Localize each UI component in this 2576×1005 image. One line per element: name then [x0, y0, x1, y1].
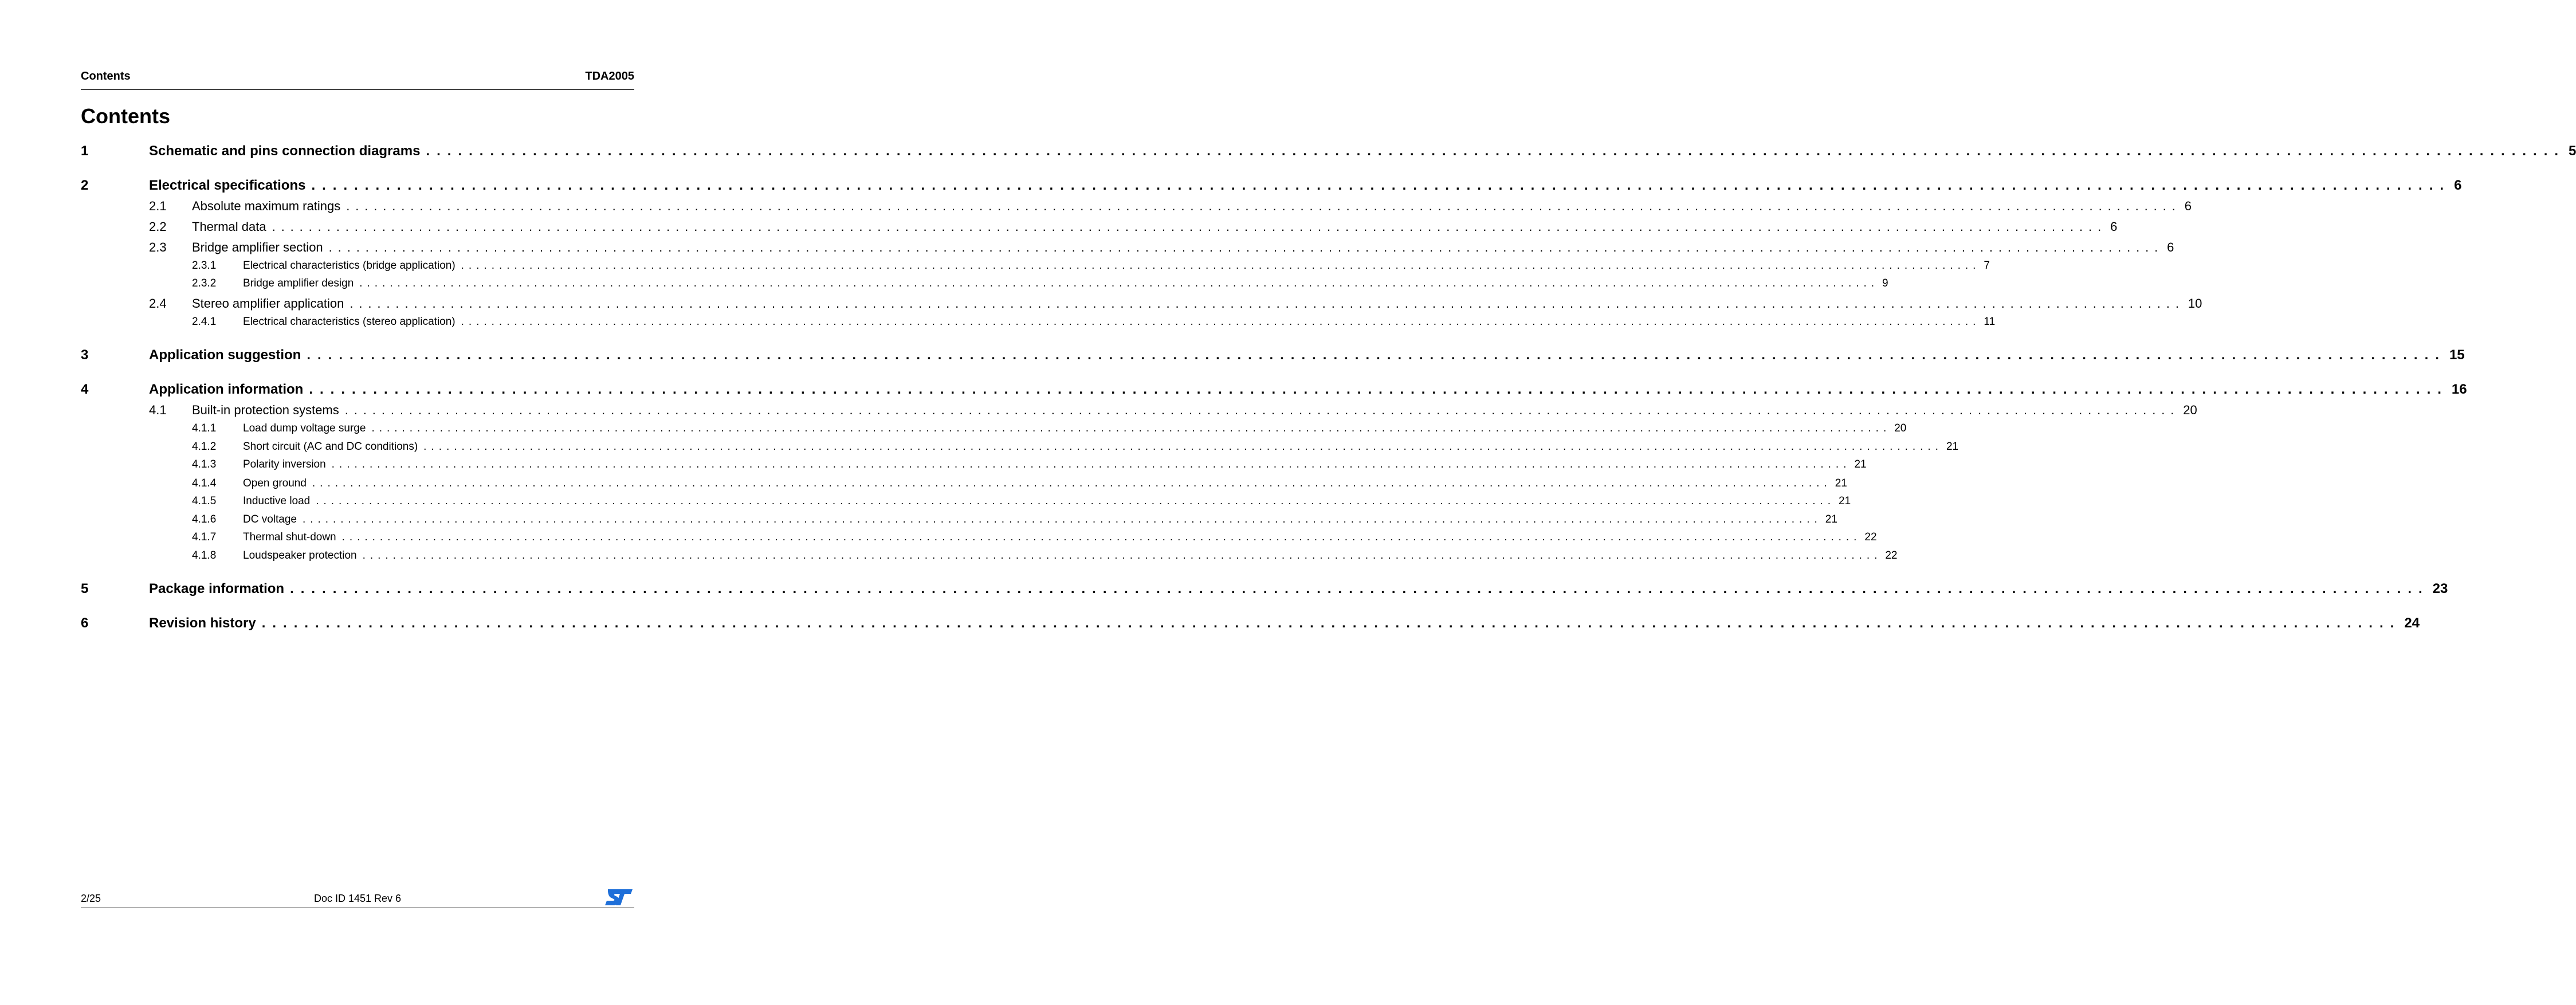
- toc-entry-number: 1: [81, 143, 89, 159]
- toc-entry-title[interactable]: Loudspeaker protection: [243, 549, 357, 562]
- toc-entry-title[interactable]: Short circuit (AC and DC conditions): [243, 441, 418, 453]
- toc-entry-number: 4.1.1: [192, 422, 217, 434]
- toc-entry-title[interactable]: Schematic and pins connection diagrams: [149, 143, 421, 159]
- toc-entry-number: 3: [81, 347, 89, 363]
- toc-dot-leader: ........................................................................................................................................................................................................: [461, 316, 1981, 328]
- toc-entry-number: 2.1: [149, 199, 167, 213]
- toc-entry-level2[interactable]: [81, 199, 2192, 214]
- toc-entry-level3[interactable]: [81, 549, 1898, 562]
- toc-entry-number: 4.1: [149, 403, 167, 417]
- toc-dot-leader: ........................................................................................................................................................................................................: [312, 477, 1832, 489]
- toc-entry-page[interactable]: 6: [2110, 219, 2118, 234]
- toc-entry-level2[interactable]: [81, 240, 2174, 255]
- toc-dot-leader: ........................................................................................................................................................................................................: [311, 178, 2451, 193]
- toc-entry-level3[interactable]: [81, 513, 1837, 526]
- toc-entry-level2[interactable]: [81, 219, 2118, 234]
- toc-entry-number: 2.2: [149, 219, 167, 234]
- toc-entry-level3[interactable]: [81, 441, 1959, 453]
- toc-entry-page[interactable]: 20: [1894, 422, 1907, 434]
- toc-dot-leader: ........................................................................................................................................................................................................: [350, 296, 2185, 311]
- toc-dot-leader: ........................................................................................................................................................................................................: [426, 143, 2566, 159]
- toc-dot-leader: ........................................................................................................................................................................................................: [303, 513, 1822, 525]
- toc-entry-title[interactable]: Electrical characteristics (bridge application): [243, 260, 455, 272]
- toc-entry-number: 4.1.8: [192, 549, 217, 562]
- toc-entry-number: 4.1.5: [192, 495, 217, 507]
- toc-entry-title[interactable]: DC voltage: [243, 513, 297, 525]
- toc-entry-title[interactable]: Inductive load: [243, 495, 311, 507]
- toc-dot-leader: ........................................................................................................................................................................................................: [316, 495, 1836, 507]
- toc-dot-leader: ........................................................................................................................................................................................................: [359, 277, 1879, 289]
- toc-entry-page[interactable]: 15: [2449, 347, 2465, 363]
- toc-dot-leader: ........................................................................................................................................................................................................: [290, 581, 2429, 596]
- toc-entry-page[interactable]: 9: [1882, 277, 1888, 289]
- toc-entry-level3[interactable]: [81, 531, 1877, 544]
- toc-entry-number: 4.1.4: [192, 477, 217, 489]
- toc-entry-number: 5: [81, 581, 89, 596]
- toc-entry-number: 4: [81, 382, 89, 397]
- toc-dot-leader: ........................................................................................................................................................................................................: [341, 531, 1862, 543]
- toc-entry-page[interactable]: 11: [1984, 316, 1996, 328]
- toc-entry-page[interactable]: 10: [2188, 296, 2202, 311]
- toc-entry-number: 2.3.1: [192, 260, 217, 272]
- toc-dot-leader: ........................................................................................................................................................................................................: [346, 199, 2181, 213]
- toc-dot-leader: ........................................................................................................................................................................................................: [423, 441, 1943, 453]
- toc-entry-page[interactable]: 6: [2454, 178, 2462, 193]
- toc-entry-title[interactable]: Revision history: [149, 615, 256, 631]
- toc-entry-level3[interactable]: [81, 477, 1847, 490]
- toc-entry-title[interactable]: Electrical characteristics (stereo application): [243, 316, 455, 328]
- toc-entry-page[interactable]: 21: [1835, 477, 1847, 489]
- toc-entry-level1[interactable]: [81, 382, 2467, 398]
- toc-entry-page[interactable]: 20: [2183, 403, 2197, 417]
- header-section-label: Contents: [81, 70, 131, 83]
- toc-entry-level3[interactable]: [81, 260, 1990, 272]
- toc-dot-leader: ........................................................................................................................................................................................................: [371, 422, 1891, 434]
- toc-entry-number: 2: [81, 178, 89, 193]
- toc-entry-level1[interactable]: [81, 581, 2448, 597]
- toc-entry-level3[interactable]: [81, 495, 1851, 508]
- toc-entry-title[interactable]: Bridge amplifier design: [243, 277, 354, 289]
- toc-entry-page[interactable]: 16: [2451, 382, 2467, 397]
- toc-entry-level2[interactable]: [81, 403, 2197, 418]
- toc-entry-number: 2.3.2: [192, 277, 217, 289]
- toc-entry-number: 4.1.6: [192, 513, 217, 525]
- toc-entry-title[interactable]: Thermal data: [192, 219, 266, 234]
- toc-entry-level3[interactable]: [81, 422, 1907, 435]
- toc-entry-title[interactable]: Thermal shut-down: [243, 531, 336, 543]
- page-header: [81, 69, 634, 90]
- toc-entry-number: 2.3: [149, 240, 167, 254]
- page-title: Contents: [81, 104, 170, 128]
- toc-entry-number: 2.4: [149, 296, 167, 311]
- toc-entry-title[interactable]: Electrical specifications: [149, 178, 306, 193]
- toc-entry-page[interactable]: 6: [2184, 199, 2192, 213]
- toc-dot-leader: ........................................................................................................................................................................................................: [307, 347, 2446, 363]
- toc-entry-title[interactable]: Package information: [149, 581, 285, 596]
- page-footer: [81, 892, 634, 908]
- toc-entry-level2[interactable]: [81, 296, 2202, 311]
- st-logo-icon: [604, 888, 633, 906]
- toc-dot-leader: ........................................................................................................................................................................................................: [344, 403, 2180, 417]
- toc-entry-level1[interactable]: [81, 178, 2462, 194]
- toc-entry-page[interactable]: 21: [1839, 495, 1851, 507]
- toc-entry-title[interactable]: Bridge amplifier section: [192, 240, 323, 254]
- toc-dot-leader: ........................................................................................................................................................................................................: [309, 382, 2448, 397]
- footer-page-number: 2/25: [81, 893, 101, 904]
- toc-entry-title[interactable]: Stereo amplifier application: [192, 296, 344, 311]
- toc-entry-page[interactable]: 21: [1946, 441, 1959, 453]
- toc-entry-title[interactable]: Application suggestion: [149, 347, 301, 363]
- toc-entry-page[interactable]: 22: [1864, 531, 1877, 543]
- toc-entry-title[interactable]: Open ground: [243, 477, 307, 489]
- toc-entry-title[interactable]: Application information: [149, 382, 304, 397]
- toc-entry-number: 4.1.7: [192, 531, 217, 543]
- toc-entry-level3[interactable]: [81, 458, 1867, 471]
- toc-entry-level1[interactable]: [81, 143, 2576, 159]
- toc-entry-title[interactable]: Built-in protection systems: [192, 403, 339, 417]
- toc-entry-page[interactable]: 6: [2167, 240, 2174, 254]
- toc-entry-page[interactable]: 23: [2432, 581, 2448, 596]
- toc-entry-level3[interactable]: [81, 277, 1888, 290]
- toc-entry-page[interactable]: 22: [1885, 549, 1898, 562]
- toc-entry-level1[interactable]: [81, 347, 2465, 363]
- toc-entry-page[interactable]: 24: [2404, 615, 2420, 631]
- toc-dot-leader: ........................................................................................................................................................................................................: [461, 260, 1981, 272]
- toc-entry-page[interactable]: 21: [1825, 513, 1837, 525]
- toc-dot-leader: ........................................................................................................................................................................................................: [331, 458, 1851, 470]
- toc-dot-leader: ........................................................................................................................................................................................................: [362, 549, 1882, 562]
- toc-dot-leader: ........................................................................................................................................................................................................: [272, 219, 2107, 234]
- toc-entry-level1[interactable]: [81, 615, 2420, 631]
- header-doc-title: TDA2005: [585, 70, 634, 83]
- toc-entry-page[interactable]: 7: [1984, 260, 1990, 272]
- toc-entry-number: 2.4.1: [192, 316, 217, 328]
- toc-entry-number: 4.1.2: [192, 441, 217, 453]
- toc-entry-level3[interactable]: [81, 316, 1996, 328]
- footer-doc-id: Doc ID 1451 Rev 6: [313, 893, 402, 904]
- toc-entry-page[interactable]: 21: [1854, 458, 1867, 470]
- toc-entry-title[interactable]: Absolute maximum ratings: [192, 199, 341, 213]
- toc-dot-leader: ........................................................................................................................................................................................................: [261, 615, 2401, 631]
- toc-entry-title[interactable]: Load dump voltage surge: [243, 422, 366, 434]
- toc-entry-number: 6: [81, 615, 89, 631]
- toc-dot-leader: ........................................................................................................................................................................................................: [328, 240, 2164, 254]
- toc-entry-page[interactable]: 5: [2569, 143, 2576, 159]
- toc-entry-title[interactable]: Polarity inversion: [243, 458, 326, 470]
- toc-entry-number: 4.1.3: [192, 458, 217, 470]
